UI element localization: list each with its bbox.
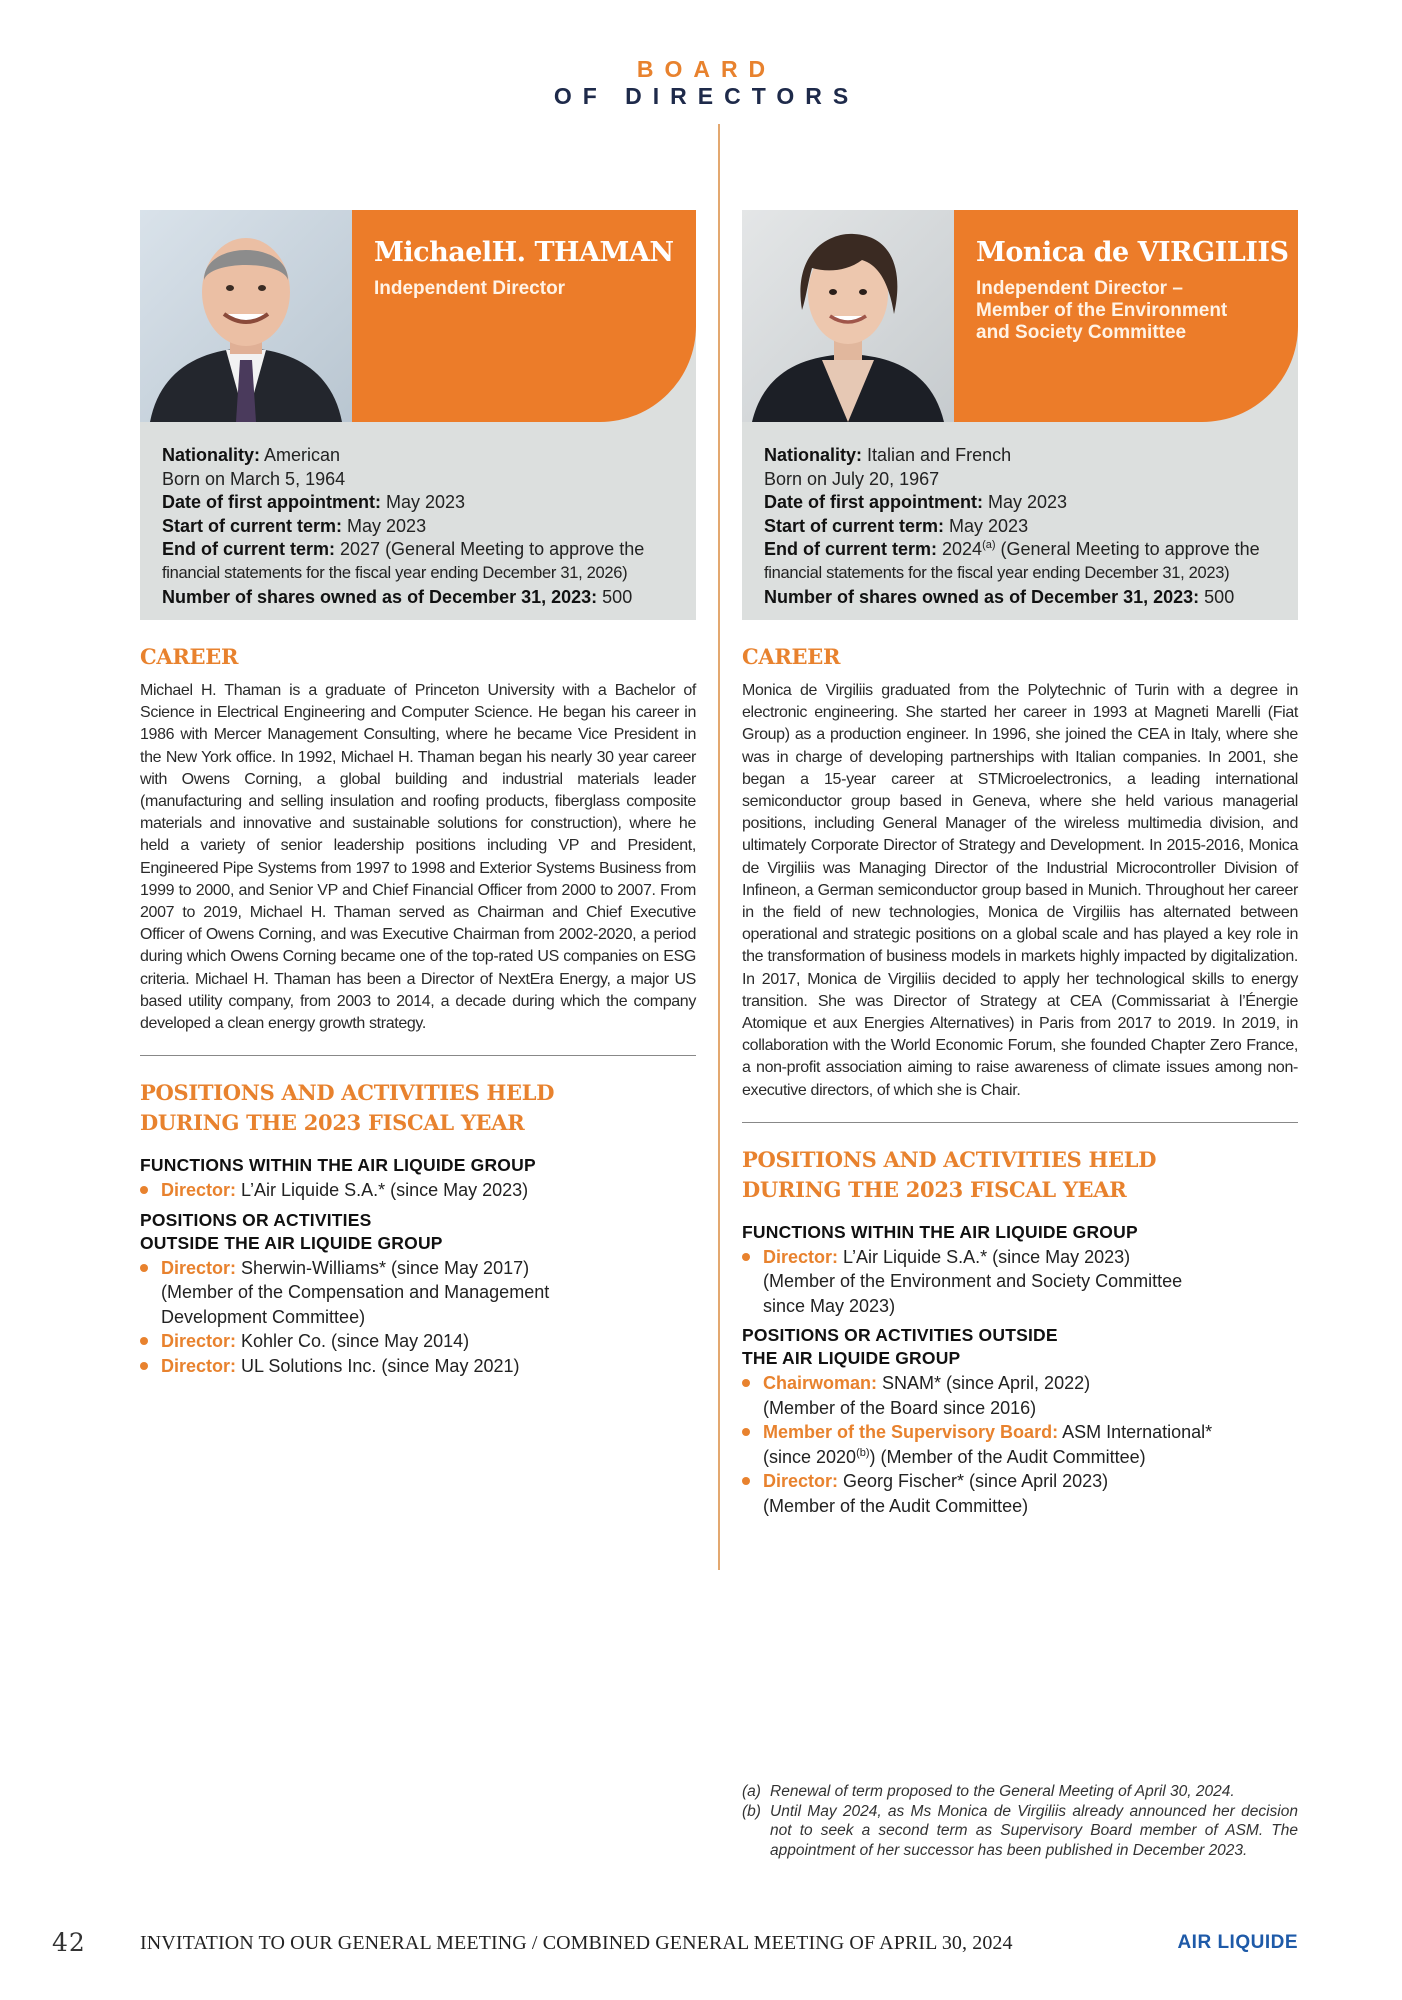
positions-title bbox=[140, 1078, 696, 1138]
item-value: SNAM* (since April, 2022) bbox=[877, 1373, 1091, 1394]
term-end-text: (General Meeting to approve the bbox=[380, 539, 645, 560]
director-facts bbox=[764, 444, 1284, 609]
item-value: UL Solutions Inc. (since May 2021) bbox=[236, 1355, 520, 1376]
term-start-value: May 2023 bbox=[944, 515, 1029, 536]
bullet-icon bbox=[140, 1264, 148, 1272]
outside-group-list bbox=[742, 1371, 1298, 1518]
page-footer bbox=[0, 1928, 1402, 1958]
bullet-icon bbox=[742, 1379, 750, 1387]
list-item bbox=[140, 1354, 696, 1379]
item-key: Director: bbox=[763, 1246, 839, 1267]
positions-title-line-1: POSITIONS AND ACTIVITIES HELD bbox=[742, 1146, 1157, 1172]
term-end-year: 2027 bbox=[335, 539, 381, 560]
term-start-value: May 2023 bbox=[342, 515, 427, 536]
birth-date: Born on July 20, 1967 bbox=[764, 468, 940, 489]
nationality-label: Nationality: bbox=[764, 445, 863, 465]
bullet-icon bbox=[140, 1337, 148, 1345]
director-name: MichaelH. THAMAN bbox=[374, 237, 674, 268]
section-divider bbox=[140, 1055, 696, 1056]
term-end-label: End of current term: bbox=[764, 539, 938, 560]
page-number: 42 bbox=[52, 1928, 86, 1957]
director-card bbox=[742, 210, 1298, 620]
positions-title bbox=[742, 1145, 1298, 1205]
group-heading-within: FUNCTIONS WITHIN THE AIR LIQUIDE GROUP bbox=[742, 1221, 1138, 1242]
footnote-text: Until May 2024, as Ms Monica de Virgiliis already announced her decision not to seek a second term as Supervisory Board member of ASM. The appointment of her successor has been published in December 2023. bbox=[770, 1802, 1298, 1859]
column-divider bbox=[718, 124, 720, 1570]
footnote-ref: (b) bbox=[856, 1446, 870, 1459]
group-heading-line-2: OUTSIDE THE AIR LIQUIDE GROUP bbox=[140, 1232, 443, 1253]
list-item bbox=[140, 1178, 696, 1203]
list-item bbox=[140, 1256, 696, 1330]
career-text: Monica de Virgiliis graduated from the Polytechnic of Turin with a degree in electronic engineering. She started her career in 1993 at Magneti Marelli (Fiat Group) as a production engineer. In 1996, she joined the CEA in Italy, where she was in charge of developing partnerships with Italian companies. In 2001, she began a 15-year career at STMicroelectronics, a leading international semiconductor group based in Geneva, where she held various managerial positions, including General Manager of the wireless multimedia division, and ultimately Corporate Director of Strategy and Development. In 2015-2016, Monica de Virgiliis was Managing Director of the Industrial Microcontroller Division of Infineon, a German semiconductor group based in Munich. Throughout her career in the field of new technologies, Monica de Virgiliis has alternated between operational and strategic positions on a global scale and has played a key role in the transformation of business models in markets highly impacted by digitalization. In 2017, Monica de Virgiliis decided to apply her technological skills to energy transition. She was Director of Strategy at CEA (Commissariat à l’Énergie Atomique et aux Energies Alternatives) in Paris from 2017 to 2019. In 2019, in collaboration with the World Economic Forum, she founded Chapter Zero France, a non-profit association aiming to raise awareness of climate issues among non-executive directors, of which she is Chair. bbox=[742, 682, 1298, 1099]
header-line-2: OF DIRECTORS bbox=[553, 83, 860, 109]
bullet-icon bbox=[742, 1253, 750, 1261]
bullet-icon bbox=[742, 1428, 750, 1436]
term-end-label: End of current term: bbox=[162, 539, 336, 560]
footer-title: INVITATION TO OUR GENERAL MEETING / COMBINED GENERAL MEETING OF APRIL 30, 2024 bbox=[140, 1932, 1013, 1954]
term-start-label: Start of current term: bbox=[764, 515, 945, 536]
item-key: Member of the Supervisory Board: bbox=[763, 1422, 1059, 1443]
shares-value: 500 bbox=[1199, 586, 1235, 607]
item-value: L’Air Liquide S.A.* (since May 2023) bbox=[838, 1246, 1131, 1267]
item-key: Director: bbox=[161, 1257, 237, 1278]
name-block bbox=[352, 210, 696, 422]
term-end-year: 2024 bbox=[937, 539, 983, 560]
bullet-icon bbox=[140, 1362, 148, 1370]
item-key: Chairwoman: bbox=[763, 1373, 878, 1394]
group-heading-outside bbox=[140, 1209, 696, 1255]
footnote-a bbox=[742, 1782, 1298, 1802]
item-value: ASM International* bbox=[1058, 1422, 1213, 1443]
item-value: L’Air Liquide S.A.* (since May 2023) bbox=[236, 1180, 529, 1201]
footnote-ref: (a) bbox=[982, 539, 996, 552]
item-detail: (Member of the Environment and Society Committee bbox=[763, 1271, 1183, 1292]
term-end-text: (General Meeting to approve the bbox=[995, 539, 1260, 560]
director-portrait bbox=[742, 210, 954, 422]
item-value: Kohler Co. (since May 2014) bbox=[236, 1331, 470, 1352]
first-appointment-value: May 2023 bbox=[381, 492, 466, 513]
positions-title-line-1: POSITIONS AND ACTIVITIES HELD bbox=[140, 1080, 555, 1106]
group-heading-line-1: POSITIONS OR ACTIVITIES bbox=[140, 1209, 372, 1230]
item-key: Director: bbox=[161, 1180, 237, 1201]
item-value: Georg Fischer* (since April 2023) bbox=[838, 1471, 1109, 1492]
director-role: Independent Director – Member of the Environment and Society Committee bbox=[976, 278, 1228, 343]
career-title: CAREER bbox=[140, 644, 239, 669]
director-name: Monica de VIRGILIIS bbox=[976, 237, 1289, 268]
group-heading-outside bbox=[742, 1324, 1298, 1370]
term-start-label: Start of current term: bbox=[162, 515, 343, 536]
first-appointment-label: Date of first appointment: bbox=[764, 492, 983, 513]
item-value: Sherwin-Williams* (since May 2017) bbox=[236, 1257, 530, 1278]
group-heading-line-2: THE AIR LIQUIDE GROUP bbox=[742, 1348, 961, 1369]
item-detail: since May 2023) bbox=[763, 1295, 896, 1316]
director-column-de-virgiliis bbox=[742, 210, 1298, 1518]
list-item bbox=[742, 1245, 1298, 1319]
shares-value: 500 bbox=[597, 586, 633, 607]
list-item bbox=[742, 1420, 1298, 1469]
footnote-mark: (b) bbox=[742, 1802, 761, 1820]
positions-title-line-2: DURING THE 2023 FISCAL YEAR bbox=[742, 1176, 1127, 1202]
director-facts bbox=[162, 444, 682, 609]
footnotes bbox=[742, 1782, 1298, 1860]
item-detail: Development Committee) bbox=[161, 1306, 366, 1327]
career-title: CAREER bbox=[742, 644, 841, 669]
career-text: Michael H. Thaman is a graduate of Princeton University with a Bachelor of Science in Electrical Engineering and Computer Science. He began his career in 1986 with Mercer Management Consulting, where he became Vice President in the New York office. In 1992, Michael H. Thaman began his nearly 30 year career with Owens Corning, a global building and industrial materials leader (manufacturing and selling insulation and roofing products, fiberglass composite materials and innovative and sustainable solutions for construction), where he held a variety of senior leadership positions including VP and President, Engineered Pipe Systems from 1997 to 1998 and Exterior Systems Business from 1999 to 2000, and Senior VP and Chief Financial Officer from 2000 to 2007. From 2007 to 2019, Michael H. Thaman served as Chairman and Chief Executive Officer of Owens Corning, and was Executive Chairman from 2002-2020, a period during which Owens Corning became one of the top-rated US companies on ESG criteria. Michael H. Thaman has been a Director of NextEra Energy, a major US based utility company, from 2003 to 2014, a decade during which the company developed a clean energy growth strategy. bbox=[140, 682, 696, 1033]
director-portrait bbox=[140, 210, 352, 422]
footnote-text: Renewal of term proposed to the General Meeting of April 30, 2024. bbox=[770, 1783, 1235, 1800]
within-group-list bbox=[140, 1178, 696, 1203]
brand-logo: AIR LIQUIDE bbox=[1177, 1932, 1298, 1953]
list-item bbox=[140, 1329, 696, 1354]
within-group-list bbox=[742, 1245, 1298, 1319]
first-appointment-label: Date of first appointment: bbox=[162, 492, 381, 513]
item-detail: (Member of the Audit Committee) bbox=[763, 1495, 1029, 1516]
name-block bbox=[954, 210, 1298, 422]
header-line-1: BOARD bbox=[636, 56, 777, 82]
first-appointment-value: May 2023 bbox=[983, 492, 1068, 513]
term-end-text-2: financial statements for the fiscal year ending December 31, 2026) bbox=[162, 563, 628, 582]
item-key: Director: bbox=[161, 1331, 237, 1352]
page-header bbox=[0, 56, 1402, 110]
director-column-thaman bbox=[140, 210, 696, 1378]
nationality-value: American bbox=[260, 445, 341, 465]
group-heading-within: FUNCTIONS WITHIN THE AIR LIQUIDE GROUP bbox=[140, 1155, 536, 1176]
nationality-label: Nationality: bbox=[162, 445, 261, 465]
director-role: Independent Director bbox=[374, 278, 566, 299]
bullet-icon bbox=[140, 1186, 148, 1194]
shares-label: Number of shares owned as of December 31, 2023: bbox=[162, 586, 598, 607]
item-key: Director: bbox=[161, 1355, 237, 1376]
term-end-text-2: financial statements for the fiscal year ending December 31, 2023) bbox=[764, 563, 1230, 582]
director-card bbox=[140, 210, 696, 620]
item-detail: (Member of the Board since 2016) bbox=[763, 1397, 1037, 1418]
nationality-value: Italian and French bbox=[862, 445, 1012, 465]
group-heading-line-1: POSITIONS OR ACTIVITIES OUTSIDE bbox=[742, 1325, 1058, 1346]
positions-title-line-2: DURING THE 2023 FISCAL YEAR bbox=[140, 1110, 525, 1136]
bullet-icon bbox=[742, 1477, 750, 1485]
footnote-b bbox=[742, 1802, 1298, 1861]
item-detail: ) (Member of the Audit Committee) bbox=[869, 1446, 1146, 1467]
outside-group-list bbox=[140, 1256, 696, 1379]
section-divider bbox=[742, 1122, 1298, 1123]
item-detail: (Member of the Compensation and Management bbox=[161, 1282, 550, 1303]
shares-label: Number of shares owned as of December 31, 2023: bbox=[764, 586, 1200, 607]
item-key: Director: bbox=[763, 1471, 839, 1492]
birth-date: Born on March 5, 1964 bbox=[162, 468, 346, 489]
list-item bbox=[742, 1371, 1298, 1420]
item-detail: (since 2020 bbox=[763, 1446, 857, 1467]
list-item bbox=[742, 1469, 1298, 1518]
footnote-mark: (a) bbox=[742, 1783, 761, 1800]
